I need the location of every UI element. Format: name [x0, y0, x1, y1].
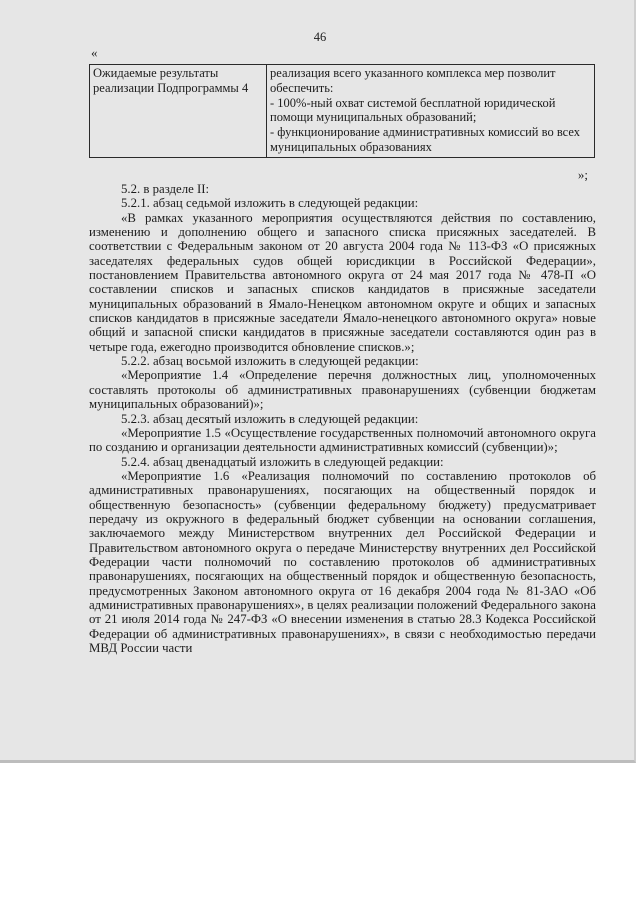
paragraph: 5.2.2. абзац восьмой изложить в следующей редакции:: [121, 354, 419, 369]
paragraph: «Мероприятие 1.5 «Осуществление государственных полномочий автономного округа по созданию и организации деятельности административных комиссий (субвенции)»;: [89, 425, 596, 455]
paragraph: «В рамках указанного мероприятия осуществляются действия по составлению, изменению и дополнению общего и запасного списка присяжных заседателей. В соответствии с Федеральным законом от 20 августа 2004 года № 113-ФЗ «О присяжных заседателях федеральных судов общей юрисдикции в Российской Федерации», постановлением Правительства автономного округа от 24 мая 2017 года № 478-П «О составлении списков и запасных списков кандидатов в присяжные заседатели муниципальных образований в Ямало-Ненецком автономном округе и общих и запасных списков кандидатов в присяжные заседатели Ямало-ненецкого автономного округа» новые общий и запасной списки кандидатов в присяжные заседатели составляются один раз в четыре года, ежегодно производится обновление списков.»;: [89, 210, 596, 354]
page-number: 46: [313, 30, 327, 44]
paragraph: 5.2.3. абзац десятый изложить в следующей редакции:: [121, 411, 419, 426]
table-row: [90, 65, 595, 158]
closing-quote: »;: [577, 167, 588, 182]
table-line: - функционирование административных комиссий во всех муниципальных образованиях: [270, 125, 580, 154]
table-value-cell: [267, 65, 595, 158]
opening-quote: «: [91, 45, 98, 60]
results-table: [89, 64, 595, 158]
body-text: [89, 182, 596, 655]
paragraph: 5.2.4. абзац двенадцатый изложить в следующей редакции:: [121, 454, 444, 469]
table-line: реализация всего указанного комплекса мер позволит обеспечить:: [270, 66, 556, 95]
paragraph: «Мероприятие 1.4 «Определение перечня должностных лиц, уполномоченных составлять протоколы об административных правонарушениях (субвенции бюджетам муниципальных образований)»;: [89, 368, 596, 412]
paragraph: «Мероприятие 1.6 «Реализация полномочий по составлению протоколов об административных правонарушениях, посягающих на общественный порядок и общественную безопасность» (субвенции федеральному бюджету) предусматривает передачу из окружного в федеральный бюджет субвенции на основании соглашения, заключаемого между Министерством внутренних дел Российской Федерации и Правительством автономного округа о передаче Министерству внутренних дел Российской Федерации части полномочий по составлению протоколов об административных правонарушениях, посягающих на общественный порядок и общественную безопасность, предусмотренных Законом автономного округа от 16 декабря 2004 года № 81-ЗАО «Об административных правонарушениях», в целях реализации положений Федерального закона от 21 июля 2014 года № 247-ФЗ «О внесении изменения в статью 28.3 Кодекса Российской Федерации об административных правонарушениях», в связи с необходимостью передачи МВД России части: [89, 468, 596, 655]
section-heading: 5.2. в разделе II:: [121, 182, 210, 196]
table-label-cell: Ожидаемые результаты реализации Подпрограммы 4: [90, 65, 267, 158]
paragraph: 5.2.1. абзац седьмой изложить в следующей редакции:: [121, 196, 419, 211]
table-line: - 100%-ный охват системой бесплатной юридической помощи муниципальных образований;: [270, 95, 556, 125]
